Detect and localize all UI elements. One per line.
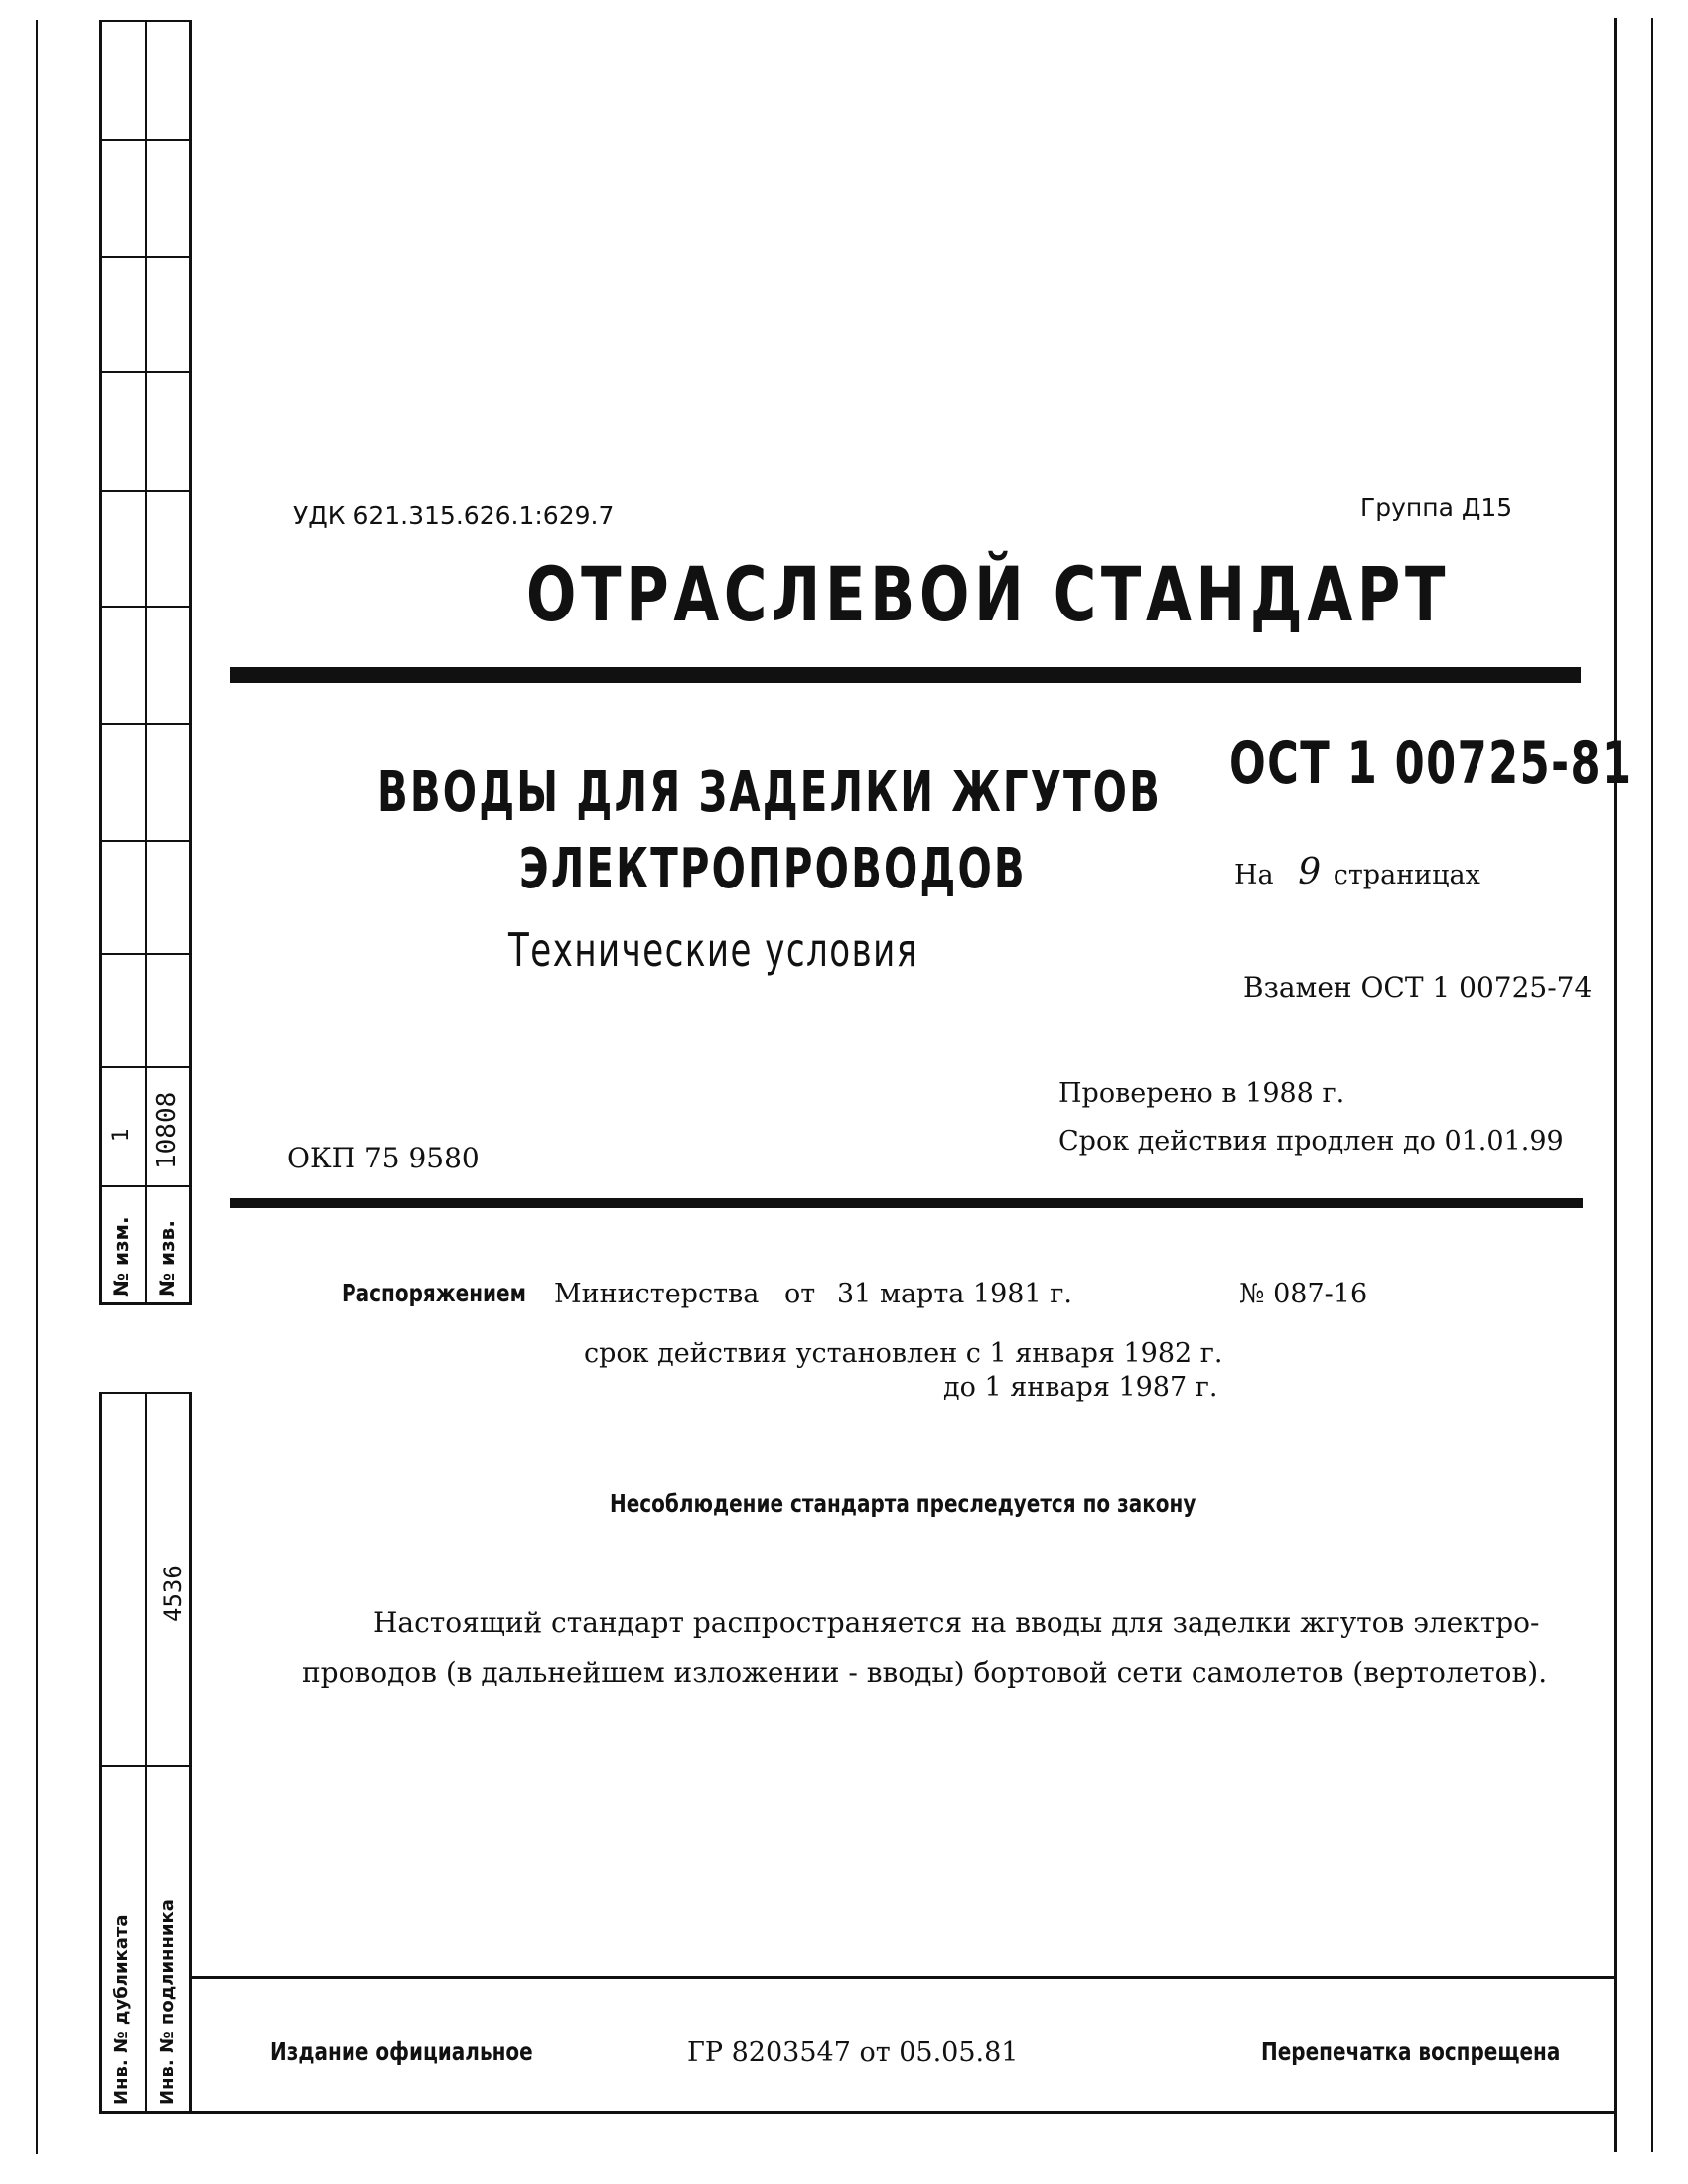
page-count-number: 9 (1298, 852, 1322, 892)
footer-edition: Издание официальное (270, 2037, 533, 2066)
page-count: На 9 страницах (1234, 852, 1480, 892)
replaces-standard: Взамен ОСТ 1 00725-74 (1243, 971, 1593, 1004)
group-code: Группа Д15 (1360, 493, 1513, 522)
document-title-line2: ЭЛЕКТРОПРОВОДОВ (519, 837, 1027, 901)
main-title: ОТРАСЛЕВОЙ СТАНДАРТ (526, 550, 1451, 638)
okp-code: ОКП 75 9580 (287, 1142, 480, 1174)
validity-to: до 1 января 1987 г. (943, 1372, 1218, 1403)
law-notice: Несоблюдение стандарта преследуется по закону (610, 1489, 1196, 1518)
change-number-label: № изм. (109, 1216, 133, 1297)
validity-extended: Срок действия продлен до 01.01.99 (1058, 1126, 1564, 1157)
title-rule-bottom (230, 1198, 1583, 1208)
order-ministry: Министерства (554, 1279, 760, 1309)
document-subtitle: Технические условия (508, 923, 918, 977)
frame-right-line (1614, 18, 1617, 2152)
notice-number-value: 10808 (152, 1091, 182, 1169)
left-margin-line (36, 20, 38, 2154)
footer-reprint: Перепечатка воспрещена (1261, 2037, 1561, 2066)
checked-year: Проверено в 1988 г. (1058, 1078, 1345, 1109)
footer-registration: ГР 8203547 от 05.05.81 (687, 2037, 1019, 2068)
inv-original-value: 4536 (159, 1565, 187, 1622)
inv-original-label: Инв. № подлинника (157, 1899, 178, 2105)
order-label: Распоряжением (342, 1279, 526, 1307)
document-title-line1: ВВОДЫ ДЛЯ ЗАДЕЛКИ ЖГУТОВ (377, 760, 1162, 825)
validity-from: срок действия установлен с 1 января 1982 г. (584, 1338, 1223, 1369)
title-rule-top (230, 667, 1581, 683)
order-from: от (784, 1279, 816, 1309)
frame-bottom-line (99, 2111, 1617, 2114)
order-date: 31 марта 1981 г. (837, 1279, 1072, 1309)
inv-duplicate-label: Инв. № дубликата (111, 1914, 132, 2105)
notice-number-label: № изв. (155, 1220, 179, 1297)
udk-code: УДК 621.315.626.1:629.7 (293, 501, 615, 530)
change-number-value: 1 (109, 1128, 134, 1142)
outer-right-line (1651, 18, 1653, 2152)
scope-line2: проводов (в дальнейшем изложении - вводы) бортовой сети самолетов (вертолетов). (302, 1656, 1548, 1689)
order-number: № 087-16 (1239, 1279, 1368, 1309)
standard-designation: ОСТ 1 00725-81 (1229, 729, 1633, 798)
scope-line1: Настоящий стандарт распространяется на вводы для заделки жгутов электро- (373, 1606, 1540, 1639)
footer-rule (189, 1976, 1617, 1979)
